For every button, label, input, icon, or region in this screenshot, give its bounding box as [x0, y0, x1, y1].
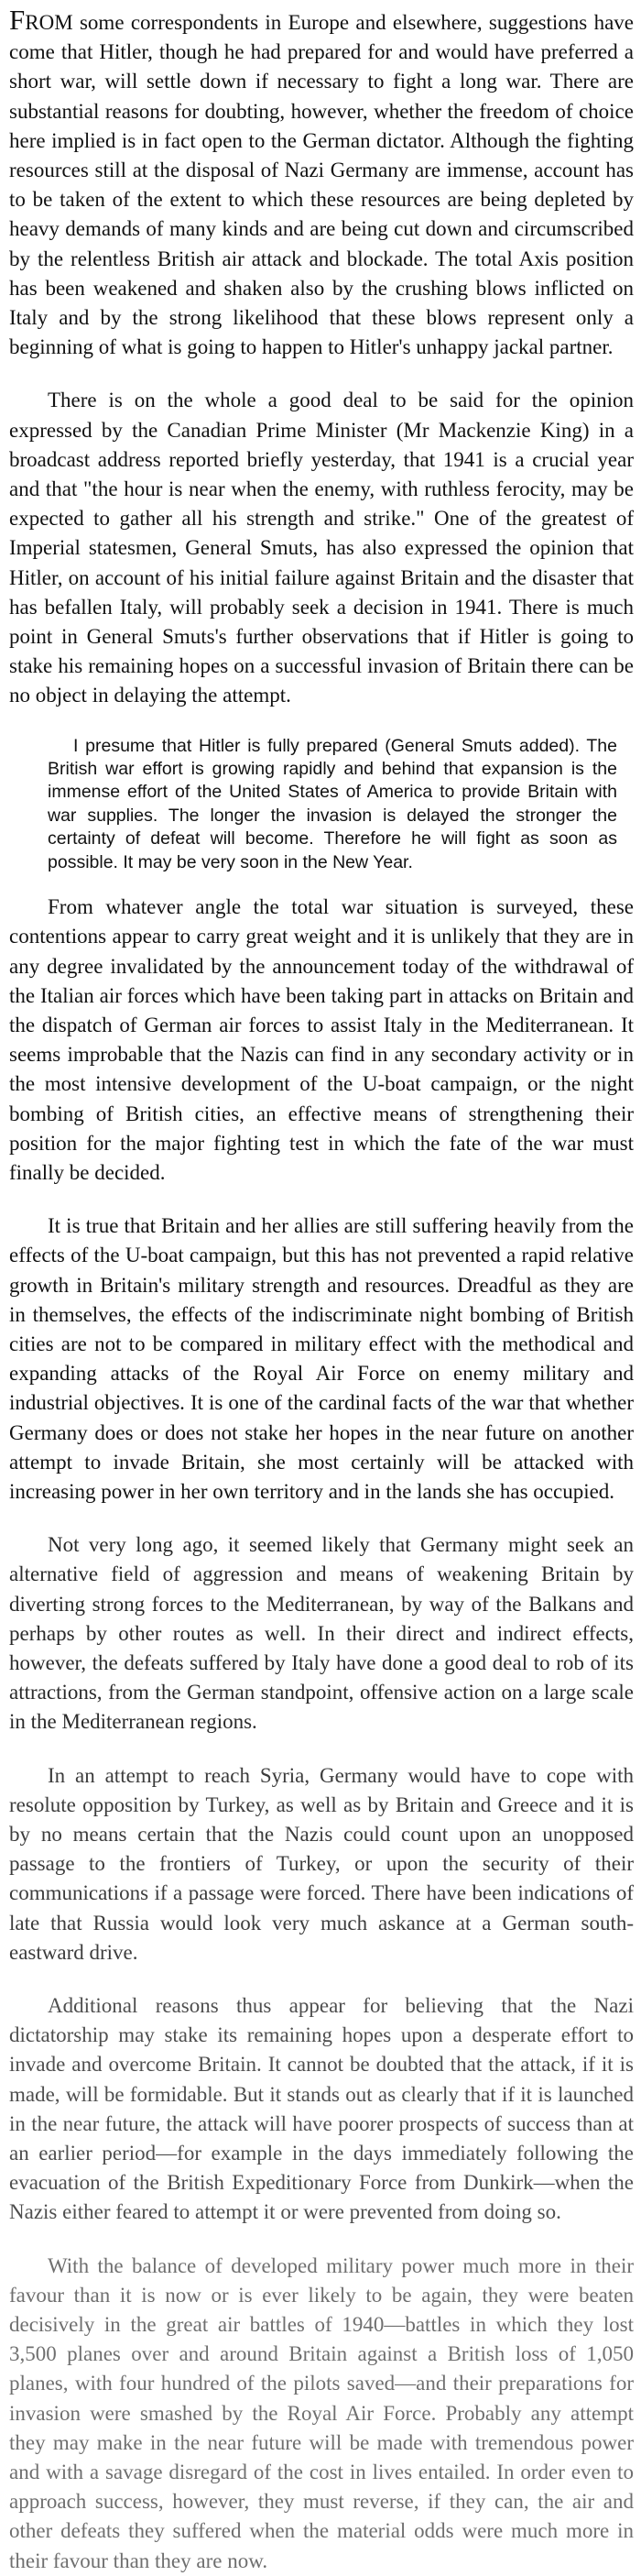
- smuts-quotation: I presume that Hitler is fully prepared (General Smuts added). The British war effort is growing rapidly and behind that expansion is the immense effort of the United States of America to provide Britain with war supplies. The longer the invasion is delayed the stronger the certainty of defeat will become. Therefore he will fight as soon as possible. It may be very soon in the New Year.: [48, 735, 617, 872]
- article-paragraph-7: Additional reasons thus appear for believing that the Nazi dictatorship may stake its remaining hopes upon a desperate effort to invade and overcome Britain. It cannot be doubted that the attack, if it is made, will be formidable. But it stands out as clearly that if it is launched in the near future, the attack will have poorer prospects of success than at an earlier period—for example in the days immediately following the evacuation of the British Expeditionary Force from Dunkirk—when the Nazis either feared to attempt it or were prevented from doing so.: [9, 1994, 634, 2224]
- article-paragraph-5: Not very long ago, it seemed likely that Germany might seek an alternative field of aggression and means of weakening Britain by diverting strong forces to the Mediterranean, by way of the Balkans and perhaps by other routes as well. In their direct and indirect effects, however, the defeats suffered by Italy have done a good deal to rob of its attractions, from the German standpoint, offensive action on a large scale in the Mediterranean regions.: [9, 1533, 634, 1734]
- article-paragraph-6: In an attempt to reach Syria, Germany would have to cope with resolute opposition by Turkey, as well as by Britain and Greece and it is by no means certain that the Nazis could count upon an unopposed passage to the frontiers of Turkey, or upon the security of their communications if a passage were forced. There have been indications of late that Russia would look very much askance at a German south-eastward drive.: [9, 1763, 634, 1964]
- article-paragraph-1: FROM some correspondents in Europe and elsewhere, suggestions have come that Hitler, though he had prepared for and would have preferred a short war, will settle down if necessary to fight a long war. There are substantial reasons for doubting, however, whether the freedom of choice here implied is in fact open to the German dictator. Although the fighting resources still at the disposal of Nazi Germany are immense, account has to be taken of the extent to which these resources are being depleted by heavy demands of many kinds and are being cut down and circumscribed by the relentless British air attack and blockade. The total Axis position has been weakened and shaken also by the crushing blows inflicted on Italy and by the strong likelihood that these blows represent only a beginning of what is going to happen to Hitler's unhappy jackal partner.: [9, 4, 634, 359]
- article-paragraph-4: It is true that Britain and her allies are still suffering heavily from the effects of the U-boat campaign, but this has not prevented a rapid relative growth in Britain's military strength and resources. Dreadful as they are in themselves, the effects of the indiscriminate night bombing of British cities are not to be compared in military effect with the methodical and expanding attacks of the Royal Air Force on enemy military and industrial objectives. It is one of the cardinal facts of the war that whether Germany does or does not stake her hopes in the near future on another attempt to invade Britain, she most certainly will be attacked with increasing power in her own territory and in the lands she has occupied.: [9, 1214, 634, 1503]
- article-paragraph-3: From whatever angle the total war situation is surveyed, these contentions appear to carry great weight and it is unlikely that they are in any degree invalidated by the announcement today of the withdrawal of the Italian air forces which have been taking part in attacks on Britain and the dispatch of German air forces to assist Italy in the Mediterranean. It seems improbable that the Nazis can find in any secondary activity or in the most intensive development of the U-boat campaign, or the night bombing of British cities, an effective means of strengthening their position for the major fighting test in which the fate of the war must finally be decided.: [9, 895, 634, 1184]
- article-paragraph-8: With the balance of developed military power much more in their favour than it is now or is ever likely to be again, they were beaten decisively in the great air battles of 1940—battles in which they lost 3,500 planes over and around Britain against a British loss of 1,050 planes, with four hundred of the pilots saved—and their preparations for invasion were smashed by the Royal Air Force. Probably any attempt they may make in the near future will be made with tremendous power and with a savage disregard of the cost in lives entailed. In order even to approach success, however, they must reverse, if they can, the air and other defeats they suffered when the material odds were much more in their favour than they are now.: [9, 2253, 634, 2572]
- article-paragraph-2: There is on the whole a good deal to be said for the opinion expressed by the Canadian Prime Minister (Mr Mackenzie King) in a broadcast address reported briefly yesterday, that 1941 is a crucial year and that "the hour is near when the enemy, with ruthless ferocity, may be expected to gather all his strength and strike." One of the greatest of Imperial statesmen, General Smuts, has also expressed the opinion that Hitler, on account of his initial failure against Britain and the disaster that has befallen Italy, will probably seek a decision in 1941. There is much point in General Smuts's further observations that if Hitler is going to stake his remaining hopes on a successful invasion of Britain there can be no object in delaying the attempt.: [9, 389, 634, 707]
